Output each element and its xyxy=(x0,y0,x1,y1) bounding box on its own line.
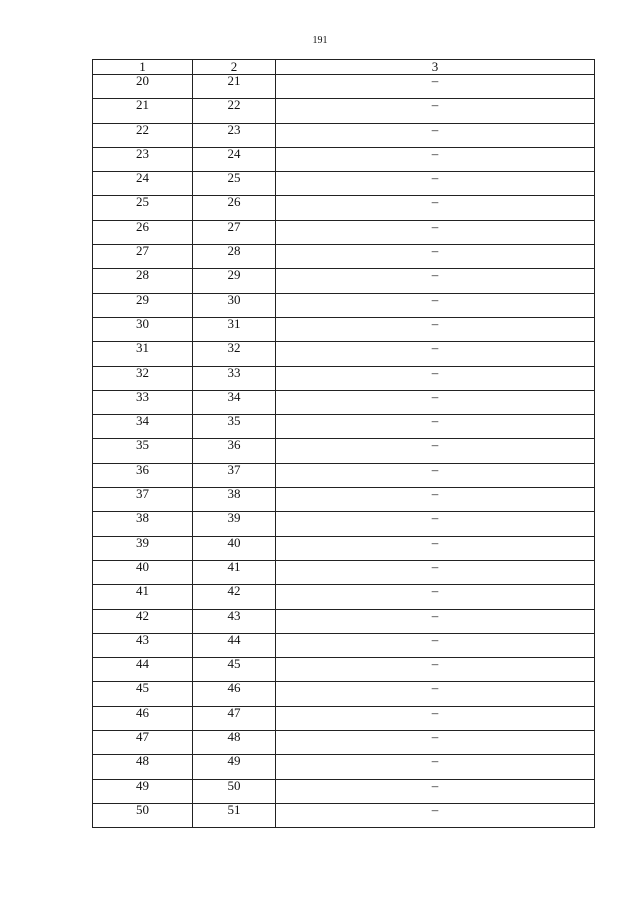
table-cell-col1: 45 xyxy=(93,682,193,706)
table-cell-col3: – xyxy=(276,317,595,341)
table-cell-col1: 47 xyxy=(93,731,193,755)
table-cell-col3: – xyxy=(276,415,595,439)
table-cell-col3: – xyxy=(276,706,595,730)
table-cell-col1: 20 xyxy=(93,75,193,99)
column-header-3: 3 xyxy=(276,60,595,75)
table-row xyxy=(93,536,595,560)
table-cell-col2: 50 xyxy=(193,779,276,803)
table-cell-col2: 31 xyxy=(193,317,276,341)
table-cell-col3: – xyxy=(276,342,595,366)
table-cell-col2: 23 xyxy=(193,123,276,147)
table-cell-col1: 39 xyxy=(93,536,193,560)
table-cell-col1: 23 xyxy=(93,147,193,171)
table-cell-col3: – xyxy=(276,585,595,609)
table-cell-col2: 34 xyxy=(193,390,276,414)
table-cell-col2: 40 xyxy=(193,536,276,560)
table-cell-col3: – xyxy=(276,560,595,584)
table-cell-col1: 22 xyxy=(93,123,193,147)
table-cell-col1: 35 xyxy=(93,439,193,463)
table-cell-col1: 40 xyxy=(93,560,193,584)
table-cell-col3: – xyxy=(276,99,595,123)
table-cell-col1: 33 xyxy=(93,390,193,414)
table-cell-col2: 27 xyxy=(193,220,276,244)
table-cell-col3: – xyxy=(276,779,595,803)
table-cell-col1: 25 xyxy=(93,196,193,220)
table-cell-col3: – xyxy=(276,245,595,269)
table-row xyxy=(93,512,595,536)
table-cell-col1: 46 xyxy=(93,706,193,730)
table-cell-col2: 43 xyxy=(193,609,276,633)
table-cell-col2: 37 xyxy=(193,463,276,487)
table-cell-col3: – xyxy=(276,512,595,536)
table-cell-col1: 21 xyxy=(93,99,193,123)
table-row xyxy=(93,682,595,706)
table-row xyxy=(93,220,595,244)
table-cell-col1: 50 xyxy=(93,803,193,827)
column-header-1: 1 xyxy=(93,60,193,75)
table-cell-col3: – xyxy=(276,366,595,390)
header-row xyxy=(93,60,595,75)
table-cell-col1: 43 xyxy=(93,633,193,657)
table-cell-col3: – xyxy=(276,220,595,244)
table-cell-col1: 41 xyxy=(93,585,193,609)
table-row xyxy=(93,706,595,730)
table-cell-col1: 49 xyxy=(93,779,193,803)
table-cell-col2: 30 xyxy=(193,293,276,317)
table-row xyxy=(93,75,595,99)
table-cell-col2: 48 xyxy=(193,731,276,755)
table-cell-col3: – xyxy=(276,463,595,487)
table-cell-col3: – xyxy=(276,731,595,755)
table-row xyxy=(93,390,595,414)
table-cell-col2: 26 xyxy=(193,196,276,220)
table-cell-col2: 41 xyxy=(193,560,276,584)
table-cell-col2: 49 xyxy=(193,755,276,779)
table-row xyxy=(93,439,595,463)
table-cell-col2: 42 xyxy=(193,585,276,609)
table-cell-col1: 26 xyxy=(93,220,193,244)
table-cell-col2: 22 xyxy=(193,99,276,123)
table-row xyxy=(93,172,595,196)
table-row xyxy=(93,633,595,657)
table-cell-col3: – xyxy=(276,536,595,560)
table-cell-col2: 46 xyxy=(193,682,276,706)
table-cell-col2: 29 xyxy=(193,269,276,293)
table-row xyxy=(93,560,595,584)
table-cell-col3: – xyxy=(276,803,595,827)
table-cell-col3: – xyxy=(276,658,595,682)
table-cell-col3: – xyxy=(276,633,595,657)
table-cell-col1: 30 xyxy=(93,317,193,341)
table-cell-col3: – xyxy=(276,75,595,99)
table-cell-col1: 34 xyxy=(93,415,193,439)
table-row xyxy=(93,342,595,366)
table-row xyxy=(93,585,595,609)
table-cell-col1: 29 xyxy=(93,293,193,317)
table-cell-col1: 37 xyxy=(93,488,193,512)
table-cell-col2: 38 xyxy=(193,488,276,512)
table-cell-col2: 51 xyxy=(193,803,276,827)
data-table xyxy=(92,59,595,828)
table-row xyxy=(93,147,595,171)
table-row xyxy=(93,658,595,682)
table-cell-col2: 25 xyxy=(193,172,276,196)
table-row xyxy=(93,415,595,439)
table-cell-col3: – xyxy=(276,609,595,633)
table-cell-col2: 24 xyxy=(193,147,276,171)
table-row xyxy=(93,779,595,803)
table-cell-col3: – xyxy=(276,293,595,317)
table-cell-col1: 48 xyxy=(93,755,193,779)
table-row xyxy=(93,803,595,827)
table-cell-col3: – xyxy=(276,123,595,147)
table-cell-col3: – xyxy=(276,172,595,196)
table-cell-col3: – xyxy=(276,196,595,220)
table-cell-col2: 36 xyxy=(193,439,276,463)
table-cell-col1: 28 xyxy=(93,269,193,293)
table-row xyxy=(93,755,595,779)
table-row xyxy=(93,196,595,220)
table-cell-col1: 32 xyxy=(93,366,193,390)
table-row xyxy=(93,488,595,512)
table-cell-col3: – xyxy=(276,269,595,293)
table-cell-col2: 21 xyxy=(193,75,276,99)
table-row xyxy=(93,99,595,123)
table-cell-col3: – xyxy=(276,682,595,706)
table-cell-col1: 27 xyxy=(93,245,193,269)
table-row xyxy=(93,269,595,293)
table-cell-col2: 45 xyxy=(193,658,276,682)
table-row xyxy=(93,463,595,487)
table-cell-col1: 36 xyxy=(93,463,193,487)
table-cell-col2: 28 xyxy=(193,245,276,269)
table-cell-col2: 33 xyxy=(193,366,276,390)
table-row xyxy=(93,293,595,317)
table-cell-col3: – xyxy=(276,755,595,779)
table-body xyxy=(93,75,595,828)
table-row xyxy=(93,317,595,341)
table-cell-col1: 42 xyxy=(93,609,193,633)
table-row xyxy=(93,609,595,633)
table-cell-col1: 44 xyxy=(93,658,193,682)
table-cell-col2: 47 xyxy=(193,706,276,730)
table-cell-col3: – xyxy=(276,390,595,414)
table-row xyxy=(93,245,595,269)
column-header-2: 2 xyxy=(193,60,276,75)
table-cell-col1: 24 xyxy=(93,172,193,196)
page-number: 191 xyxy=(312,35,328,46)
table-row xyxy=(93,731,595,755)
table-cell-col3: – xyxy=(276,439,595,463)
table-cell-col3: – xyxy=(276,147,595,171)
table-row xyxy=(93,123,595,147)
table-cell-col1: 31 xyxy=(93,342,193,366)
table-cell-col2: 39 xyxy=(193,512,276,536)
table-header xyxy=(93,60,595,75)
table-cell-col2: 44 xyxy=(193,633,276,657)
table-cell-col2: 32 xyxy=(193,342,276,366)
table-cell-col3: – xyxy=(276,488,595,512)
table-cell-col1: 38 xyxy=(93,512,193,536)
table-cell-col2: 35 xyxy=(193,415,276,439)
table-row xyxy=(93,366,595,390)
